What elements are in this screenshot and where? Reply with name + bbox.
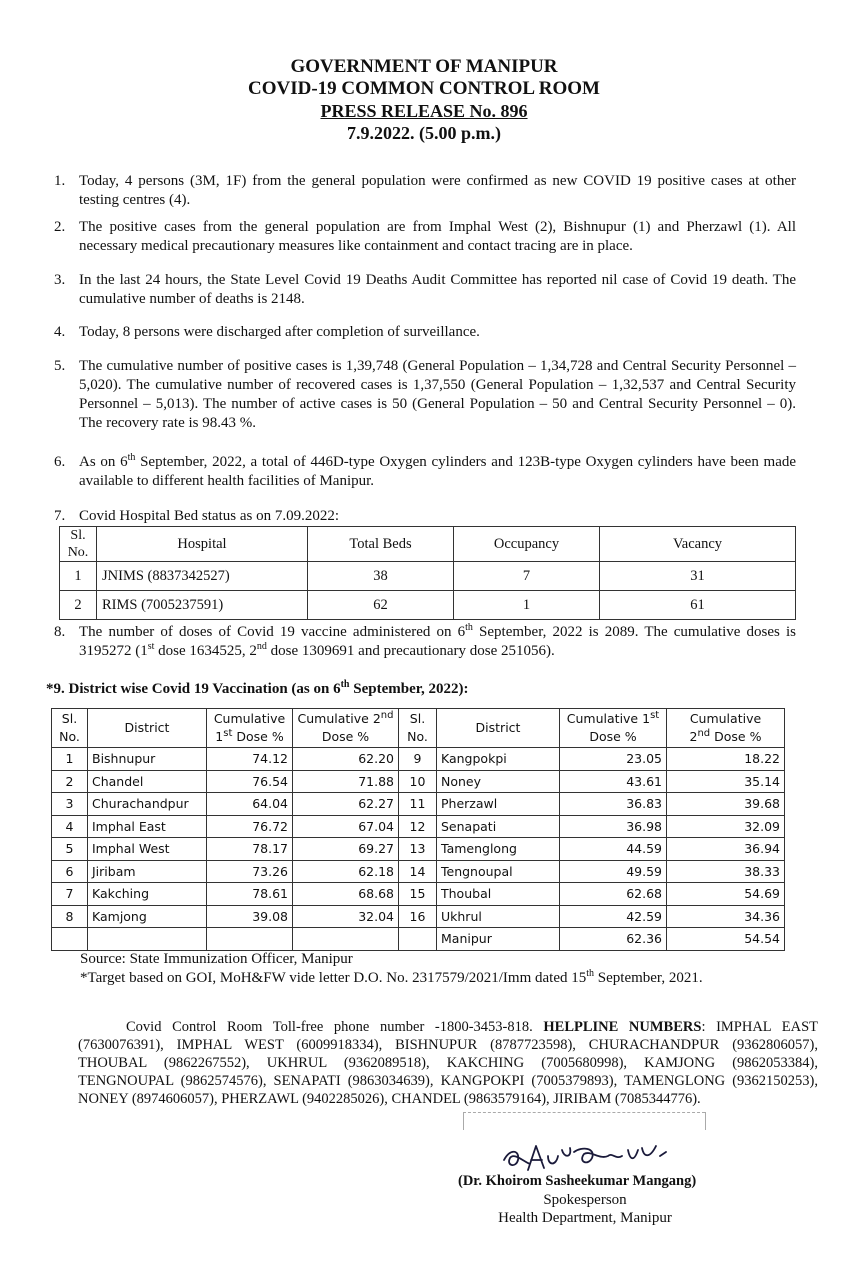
table-row [52,770,785,793]
table-cell: 6 [52,860,88,883]
table-row [52,928,785,951]
table-row [52,860,785,883]
table-cell: 34.36 [667,905,785,928]
item-4: 4. Today, 8 persons were discharged after completion of surveillance. [54,324,480,340]
item-6: 6. As on 6th September, 2022, a total of 446D-type Oxygen cylinders and 123B-type Oxygen cylinders have been made available to different health facilities of Manipur. [54,452,797,489]
table-cell: 78.17 [207,838,293,861]
table-cell: Manipur [437,928,560,951]
table-cell: Imphal West [88,838,207,861]
table-cell: Thoubal [437,883,560,906]
table-cell: 12 [399,815,437,838]
table-cell [399,928,437,951]
table-row: 1 JNIMS (8837342527) 38 7 31 [60,562,796,591]
table-cell: 69.27 [293,838,399,861]
signatory-title: Spokesperson [543,1192,627,1208]
table-cell: 62.18 [293,860,399,883]
govt-title: GOVERNMENT OF MANIPUR [290,56,558,77]
table-cell: Jiribam [88,860,207,883]
table-cell: 18.22 [667,748,785,771]
table-cell: Churachandpur [88,793,207,816]
signatory-name: (Dr. Khoirom Sasheekumar Mangang) [458,1173,697,1189]
table-row [52,905,785,928]
target-note: *Target based on GOI, MoH&FW vide letter D.O. No. 2317579/2021/Imm dated 15th September, 2021. [80,968,703,986]
table-row [52,883,785,906]
table-cell: 2 [52,770,88,793]
table-cell: 3 [52,793,88,816]
table-cell: Chandel [88,770,207,793]
table-cell [207,928,293,951]
item-3: 3. In the last 24 hours, the State Level Covid 19 Deaths Audit Committee has reported nil case of Covid 19 death. The cumulative number of deaths is 2148. [54,272,796,307]
vaccination-table-body [52,748,785,951]
item-1: 1. Today, 4 persons (3M, 1F) from the general population were confirmed as new COVID 19 positive cases at other testing centres (4). [54,173,796,208]
table-cell: Tamenglong [437,838,560,861]
item-7: 7. Covid Hospital Bed status as on 7.09.2022: [54,508,339,524]
table-cell: 62.68 [560,883,667,906]
signatory-dept: Health Department, Manipur [498,1210,672,1226]
table-cell: 62.36 [560,928,667,951]
table-cell: 9 [399,748,437,771]
table-cell: 54.54 [667,928,785,951]
table-cell: 44.59 [560,838,667,861]
stamp-border-left [463,1112,464,1130]
stamp-border-top [463,1112,705,1113]
table-cell: 54.69 [667,883,785,906]
table-row [52,838,785,861]
table-cell: 68.68 [293,883,399,906]
table-cell: 36.94 [667,838,785,861]
item-8: 8. The number of doses of Covid 19 vaccine administered on 6th September, 2022 is 2089. The cumulative doses is 3195272 (1st dose 1634525, 2nd dose 1309691 and precautionary dose 251056). [54,622,796,659]
table-header-row: Sl. No. District Cumulative 1st Dose % Cumulative 2nd Dose % Sl. No. District Cumulative 1st Dose % Cumulative 2nd Dose % [52,709,785,748]
table-cell: Kakching [88,883,207,906]
table-cell: 71.88 [293,770,399,793]
table-cell: 73.26 [207,860,293,883]
table-cell: Bishnupur [88,748,207,771]
table-cell: 49.59 [560,860,667,883]
table-cell: 16 [399,905,437,928]
helpline-block: Covid Control Room Toll-free phone number -1800-3453-818. HELPLINE NUMBERS: IMPHAL EAST (7630076391), IMPHAL WEST (6009918334), BISHNUPUR (8787723598), CHURACHANDPUR (9362806057), THOUBAL (9862267552), UKHRUL (9362089518), KAKCHING (7005680998), KAMJONG (9862053384), TENGNOUPAL (9862574576), SENAPATI (9863034639), KANGPOKPI (7005379893), TAMENGLONG (9362150253), NONEY (8974606057), PHERZAWL (9402285026), CHANDEL (9863579164), JIRIBAM (7085344776). [78,1019,818,1107]
table-cell [293,928,399,951]
table-cell: Ukhrul [437,905,560,928]
table-row [52,748,785,771]
table-cell: 62.20 [293,748,399,771]
table-cell: 62.27 [293,793,399,816]
signature-image [500,1138,670,1174]
item-2: 2. The positive cases from the general population are from Imphal West (2), Bishnupur (1) and Pherzawl (1). All necessary medical precautionary measures like containment and contact tracing are in place. [54,219,796,254]
table-cell: 4 [52,815,88,838]
table-cell: 67.04 [293,815,399,838]
table-cell: 8 [52,905,88,928]
table-cell: Pherzawl [437,793,560,816]
table-cell: 10 [399,770,437,793]
vaccination-heading: *9. District wise Covid 19 Vaccination (as on 6th September, 2022): [46,679,469,697]
table-row [52,793,785,816]
table-cell: 1 [52,748,88,771]
table-row: 2 RIMS (7005237591) 62 1 61 [60,591,796,620]
table-cell [88,928,207,951]
stamp-border-right [705,1112,706,1130]
table-cell: 5 [52,838,88,861]
table-cell: 76.72 [207,815,293,838]
table-row [52,815,785,838]
table-cell: 23.05 [560,748,667,771]
source-note: Source: State Immunization Officer, Manipur [80,951,353,967]
table-cell: 36.83 [560,793,667,816]
table-cell: 78.61 [207,883,293,906]
table-cell: Senapati [437,815,560,838]
table-cell: 43.61 [560,770,667,793]
release-date: 7.9.2022. (5.00 p.m.) [347,123,501,143]
table-cell: Noney [437,770,560,793]
table-cell: 15 [399,883,437,906]
table-cell: Imphal East [88,815,207,838]
table-cell: 42.59 [560,905,667,928]
table-cell: 39.08 [207,905,293,928]
item-5: 5. The cumulative number of positive cases is 1,39,748 (General Population – 1,34,728 and Central Security Personnel – 5,020). The cumulative number of recovered cases is 1,37,550 (General Population – 1,32,537 and Central Security Personnel – 5,013). The number of active cases is 50 (General Population – 50 and Central Security Personnel – 0). The recovery rate is 98.43 %. [54,358,796,431]
table-cell [52,928,88,951]
vaccination-table [51,708,785,951]
table-cell: 35.14 [667,770,785,793]
document-header [0,56,848,144]
table-cell: 74.12 [207,748,293,771]
table-cell: 7 [52,883,88,906]
table-cell: Kamjong [88,905,207,928]
table-cell: 76.54 [207,770,293,793]
table-cell: 32.04 [293,905,399,928]
table-cell: 11 [399,793,437,816]
press-release-title: PRESS RELEASE No. 896 [320,101,528,121]
table-cell: 39.68 [667,793,785,816]
table-cell: 14 [399,860,437,883]
table-header-row: Sl. No. Hospital Total Beds Occupancy Vacancy [60,527,796,562]
table-cell: Kangpokpi [437,748,560,771]
control-room-title: COVID-19 COMMON CONTROL ROOM [247,78,600,99]
table-cell: Tengnoupal [437,860,560,883]
table-cell: 13 [399,838,437,861]
table-cell: 36.98 [560,815,667,838]
table-cell: 32.09 [667,815,785,838]
table-cell: 64.04 [207,793,293,816]
table-cell: 38.33 [667,860,785,883]
bed-status-table [59,526,796,620]
